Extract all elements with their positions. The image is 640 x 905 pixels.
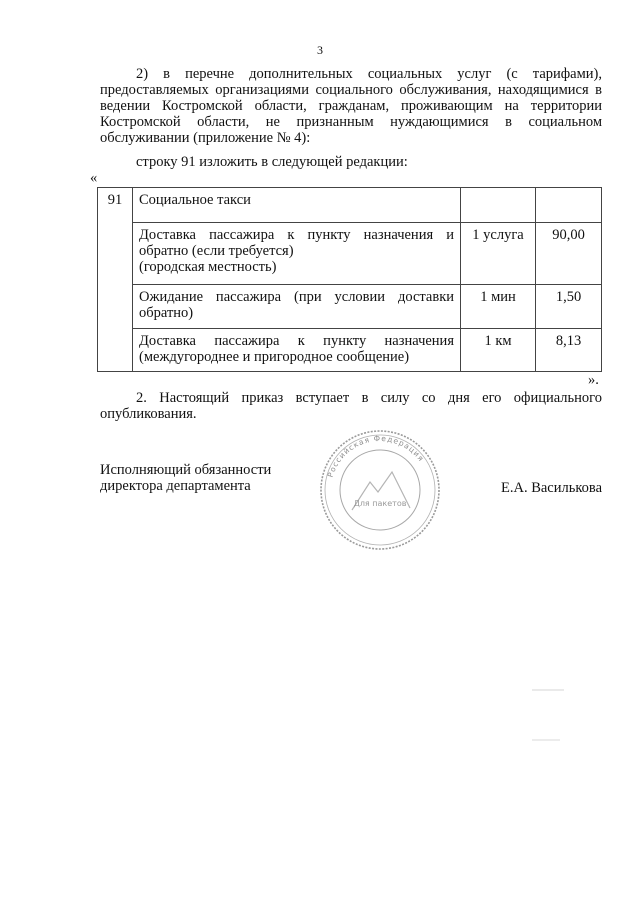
official-seal [318, 428, 442, 552]
price-cell: 8,13 [536, 329, 602, 372]
signatory-title-line-1: Исполняющий обязанности [100, 462, 272, 478]
paragraph-entry-into-force: 2. Настоящий приказ вступает в силу со дня его официального опубликования. [100, 390, 602, 422]
table-row [98, 223, 602, 285]
seal-outer-text: Российская Федерация [325, 433, 427, 479]
price-cell: 1,50 [536, 285, 602, 329]
unit-cell: 1 км [461, 329, 536, 372]
row-number-cell: 91 [98, 188, 133, 372]
seal-inner-text: Для пакетов [353, 499, 407, 508]
paragraph-amendment-instruction: строку 91 изложить в следующей редакции: [136, 154, 408, 170]
table-row [98, 285, 602, 329]
page-number: 3 [317, 43, 323, 57]
signatory-name: Е.А. Василькова [501, 480, 603, 496]
tariff-table [97, 187, 602, 372]
margin-mark [530, 738, 566, 742]
unit-cell [461, 188, 536, 223]
service-cell: Доставка пассажира к пункту назначения (междугороднее и пригородное сообщение) [133, 329, 461, 372]
price-cell: 90,00 [536, 223, 602, 285]
signatory-title [100, 462, 271, 494]
opening-quote: « [90, 170, 98, 186]
service-text: Доставка пассажира к пункту назначения и обратно (если требуется) [139, 227, 454, 259]
service-note: (городская местность) [139, 259, 277, 275]
table-row [98, 329, 602, 372]
closing-quote: ». [588, 372, 599, 388]
table-row [98, 188, 602, 223]
price-cell [536, 188, 602, 223]
service-cell: Ожидание пассажира (при условии доставки обратно) [133, 285, 461, 329]
paragraph-amendment: 2) в перечне дополнительных социальных услуг (с тарифами), предоставляемых организациями социального обслуживания, находящимися в ведении Костромской области, гражданам, проживающим на территории Костромской области, не признанным нуждающимися в социальном обслуживании (приложение № 4): [100, 66, 602, 146]
service-cell [133, 223, 461, 285]
signatory-title-line-2: директора департамента [100, 478, 251, 494]
unit-cell: 1 услуга [461, 223, 536, 285]
service-header-cell: Социальное такси [133, 188, 461, 223]
unit-cell: 1 мин [461, 285, 536, 329]
margin-mark [530, 688, 566, 692]
